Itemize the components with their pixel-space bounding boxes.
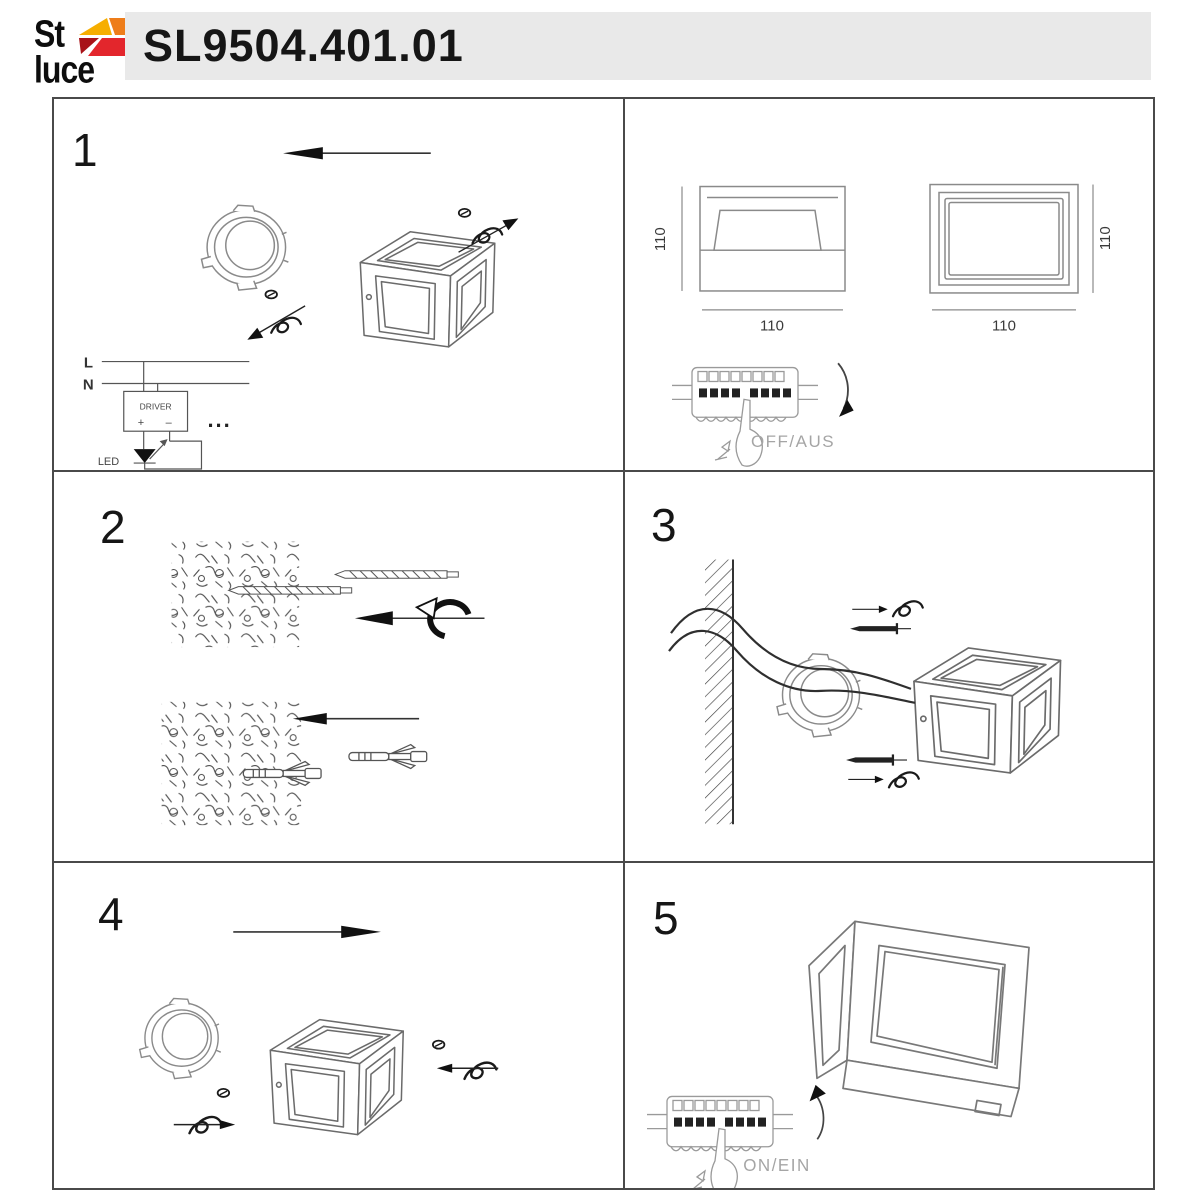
step5-finished-lamp-drawing <box>625 863 1153 1188</box>
step-number: 1 <box>72 124 98 176</box>
ellipsis-label: ... <box>207 407 232 433</box>
panel-step-4 <box>54 863 625 1188</box>
wall-texture-bottom <box>162 702 302 825</box>
drill-bit-in-wall-icon <box>229 587 352 594</box>
front-height-label: 110 <box>1096 226 1115 251</box>
cube-lamp-drawing <box>914 648 1061 773</box>
dimension-views-drawing <box>625 99 1153 470</box>
wall-plug-icon <box>349 745 427 769</box>
drill-bit-icon <box>335 571 458 578</box>
circuit-breaker-off-drawing <box>672 368 818 467</box>
rotate-and-push-arrow-icon <box>355 598 485 636</box>
switch-up-arrow-icon <box>810 1085 826 1139</box>
driver-label: DRIVER <box>139 401 172 412</box>
brand-logo-mark-icon <box>78 16 126 58</box>
title-bar <box>125 12 1151 80</box>
screw-right-icon <box>433 1041 498 1079</box>
mounting-ring-drawing <box>201 205 288 290</box>
front-width-label: 110 <box>992 317 1016 335</box>
step2-drilling-drawing <box>54 472 623 861</box>
brand-logo <box>34 8 129 91</box>
side-height-label: 110 <box>651 227 670 252</box>
cube-lamp-drawing <box>360 232 495 347</box>
panel-step-1 <box>54 99 625 472</box>
panel-step-2 <box>54 472 625 863</box>
mounting-ring-drawing <box>777 654 862 737</box>
panel-dimensions <box>625 99 1153 472</box>
cube-lamp-drawing <box>270 1020 403 1135</box>
panel-step-5 <box>625 863 1153 1188</box>
live-label: L <box>83 354 94 372</box>
panel-step-3 <box>625 472 1153 863</box>
screw-left-icon <box>174 1089 235 1133</box>
screw-top-icon <box>850 601 923 634</box>
power-off-label: OFF/AUS <box>750 432 836 452</box>
minus-label: – <box>165 417 172 430</box>
insert-left-arrow-icon <box>293 713 419 724</box>
neutral-label: N <box>82 376 94 394</box>
side-view-drawing <box>700 187 845 291</box>
step-number: 4 <box>98 888 124 940</box>
led-label: LED <box>97 456 120 469</box>
wall-hatch-drawing <box>705 560 733 825</box>
product-code-title: SL9504.401.01 <box>143 20 464 71</box>
direction-right-arrow-icon <box>233 926 381 938</box>
instruction-grid <box>52 97 1155 1190</box>
step3-wall-mounting-drawing <box>625 472 1153 861</box>
switch-down-arrow-icon <box>838 363 854 417</box>
brand-word-bottom: luce <box>34 47 95 91</box>
step-number: 2 <box>100 501 126 553</box>
step-number: 3 <box>651 499 677 551</box>
screw-bottom-left-icon <box>247 290 305 339</box>
mounting-ring-drawing <box>140 998 221 1078</box>
front-view-drawing <box>930 185 1078 293</box>
power-on-label: ON/EIN <box>743 1155 811 1175</box>
plus-label: + <box>137 417 145 430</box>
step4-assembly-drawing <box>54 863 623 1188</box>
direction-left-arrow-icon <box>283 147 431 159</box>
brand-word-top: St <box>34 11 64 55</box>
step-number: 5 <box>653 892 679 944</box>
step1-exploded-view-drawing <box>54 99 623 470</box>
side-width-label: 110 <box>760 317 784 335</box>
screw-bottom-icon <box>846 754 919 787</box>
mounted-lamp-bottom-view-drawing <box>809 921 1029 1116</box>
